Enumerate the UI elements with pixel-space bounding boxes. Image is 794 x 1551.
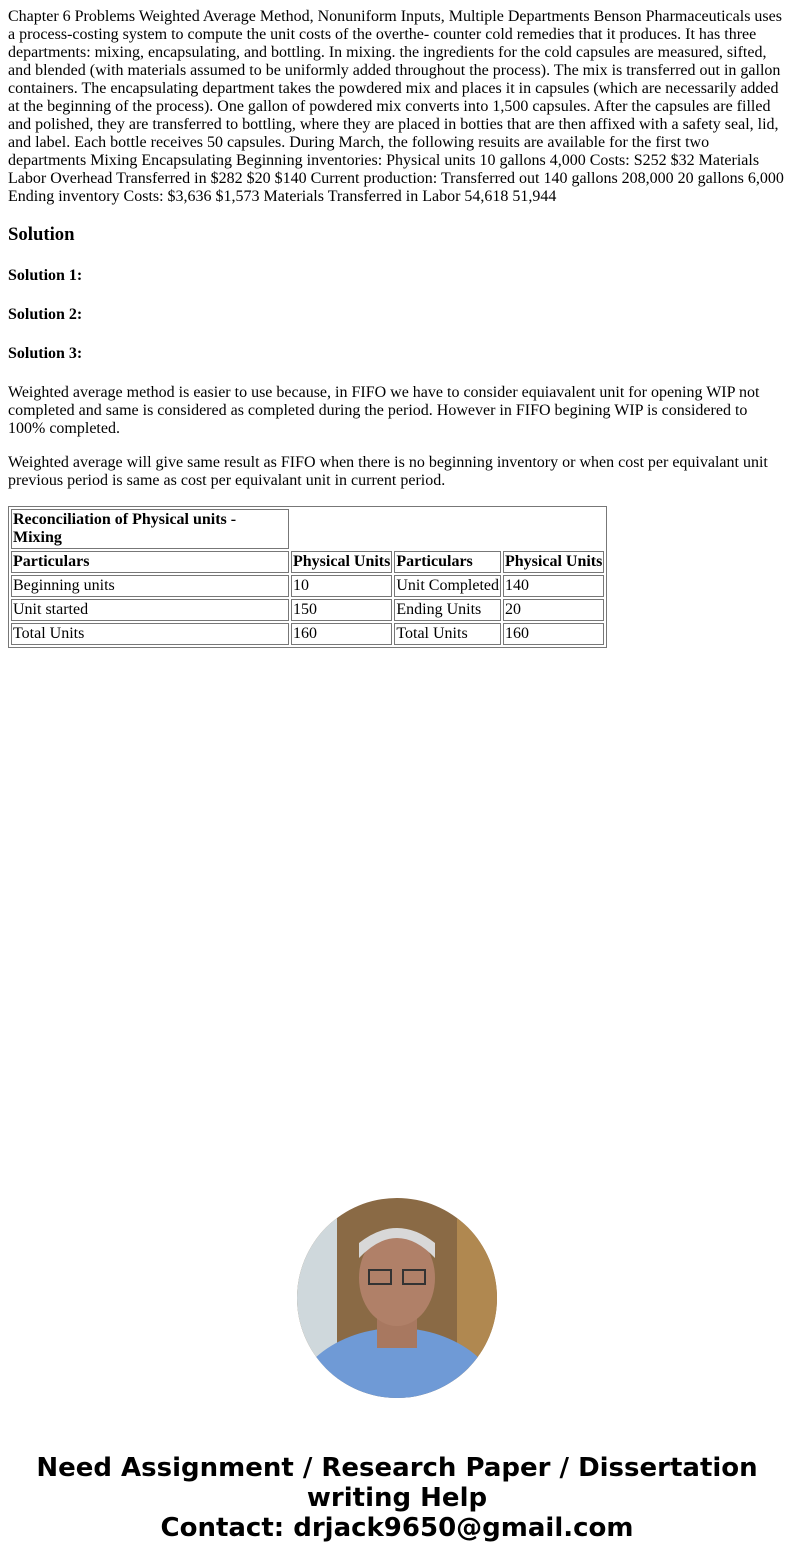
author-photo [297,1198,497,1398]
solution-1-heading: Solution 1: [8,267,83,284]
table-cell: 160 [291,623,392,645]
footer-line-1: Need Assignment / Research Paper / Dissertation writing Help [36,1453,758,1513]
table-cell: Ending Units [394,599,501,621]
table-cell: Total Units [11,623,289,645]
table-cell: Unit Completed [394,575,501,597]
table-cell: 160 [503,623,604,645]
table-cell: 150 [291,599,392,621]
header-cell: Physical Units [291,551,392,573]
table-cell: Total Units [394,623,501,645]
table-cell: Beginning units [11,575,289,597]
solution-heading: Solution [8,224,75,245]
table-title-row [11,509,604,549]
footer-contact: Contact: drjack9650@gmail.com [160,1513,634,1543]
footer-banner [8,1453,786,1543]
table-header-row [11,551,604,573]
header-cell: Physical Units [503,551,604,573]
table-row [11,599,604,621]
solution-2-heading: Solution 2: [8,306,83,323]
table-cell: 20 [503,599,604,621]
table-row [11,623,604,645]
problem-text: Chapter 6 Problems Weighted Average Method, Nonuniform Inputs, Multiple Departments Benson Pharmaceuticals uses a process-costing system to compute the unit costs of the overthe- counter cold remedies that it produces. It has three departments: mixing, encapsulating, and bottling. In mixing. the ingredients for the cold capsules are measured, sifted, and blended (with materials assumed to be uniformly added throughout the process). The mix is transferred out in gallon containers. The encapsulating department takes the powdered mix and places it in capsules (which are necessarily added at the beginning of the process). One gallon of powdered mix converts into 1,500 capsules. After the capsules are filled and polished, they are transferred to bottling, where they are placed in botties that are then affixed with a safety seal, lid, and label. Each bottle receives 50 capsules. During March, the following resuits are available for the first two departments Mixing Encapsulating Beginning inventories: Physical units 10 gallons 4,000 Costs: S252 $32 Materials Labor Overhead Transferred in $282 $20 $140 Current production: Transferred out 140 gallons 208,000 20 gallons 6,000 Ending inventory Costs: $3,636 $1,573 Materials Transferred in Labor 54,618 51,944 [8,8,784,205]
table-cell: Unit started [11,599,289,621]
table-cell: 10 [291,575,392,597]
header-cell: Particulars [11,551,289,573]
table-title: Reconciliation of Physical units - Mixing [11,509,289,549]
table-cell: 140 [503,575,604,597]
paragraph-2: Weighted average will give same result as FIFO when there is no beginning inventory or when cost per equivalant unit previous period is same as cost per equivalant unit in current period. [8,454,768,489]
solution-3-heading: Solution 3: [8,345,83,362]
reconciliation-table [8,506,607,648]
paragraph-1: Weighted average method is easier to use because, in FIFO we have to consider equiavalent unit for opening WIP not completed and same is considered as completed during the period. However in FIFO begining WIP is considered to 100% completed. [8,384,760,437]
table-row [11,575,604,597]
header-cell: Particulars [394,551,501,573]
